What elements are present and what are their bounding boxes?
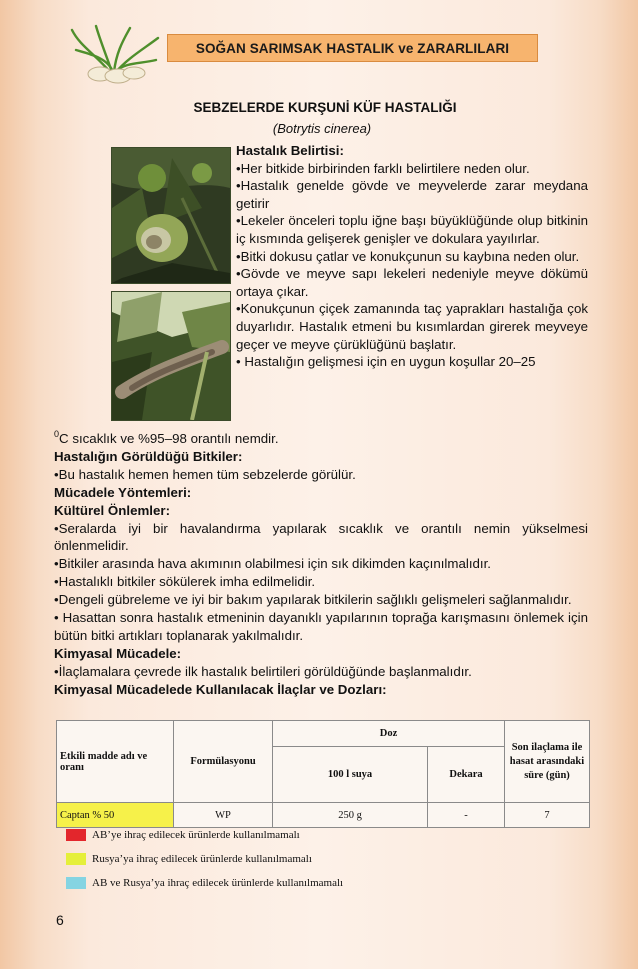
cultural-item: • Hasattan sonra hastalık etmeninin dayanıklı yapılarının toprağa karışmasını önlemek için bütün bitki artıkları toplanarak yakılmalıdır. bbox=[54, 610, 588, 643]
cultural-item: •Hastalıklı bitkiler sökülerek imha edilmelidir. bbox=[54, 574, 316, 590]
symptom-item: •Her bitkide birbirinden farklı belirtilere neden olur. bbox=[236, 160, 530, 176]
legend-item-russia bbox=[66, 853, 312, 865]
hosts-heading: Hastalığın Görüldüğü Bitkiler: bbox=[54, 448, 243, 464]
latin-name: (Botrytis cinerea) bbox=[272, 121, 372, 136]
legend-swatch-yellow bbox=[66, 853, 86, 865]
col-dose-decare: Dekara bbox=[428, 747, 505, 803]
cell-interval: 7 bbox=[505, 803, 590, 828]
main-text bbox=[54, 430, 588, 699]
symptom-item: •Lekeler önceleri toplu iğne başı büyüklüğünde olup bitkinin iç kısmında gelişerek genişler ve dokulara yayılırlar. bbox=[236, 213, 588, 246]
legend-text: AB ve Rusya’ya ihraç edilecek ürünlerde kullanılmamalı bbox=[92, 877, 344, 889]
symptom-continuation bbox=[54, 430, 588, 448]
legend-swatch-red bbox=[66, 829, 86, 841]
pesticide-table bbox=[56, 720, 590, 828]
symptom-item: • Hastalığın gelişmesi için en uygun koşullar 20–25 bbox=[236, 354, 536, 370]
degree-superscript: 0 bbox=[54, 429, 60, 439]
chemical-item: •İlaçlamalara çevrede ilk hastalık belirtileri görüldüğünde başlanmalıdır. bbox=[54, 663, 472, 679]
col-active-ingredient: Etkili madde adı ve oranı bbox=[57, 721, 174, 803]
page-number: 6 bbox=[56, 912, 64, 928]
cultural-item: •Seralarda iyi bir havalandırma yapılarak sıcaklık ve orantılı nemin yükselmesi önlenmelidir. bbox=[54, 520, 588, 554]
stem-lesion-photo bbox=[111, 291, 231, 421]
cell-dose-100l: 250 g bbox=[273, 803, 428, 828]
col-formulation: Formülasyonu bbox=[174, 721, 273, 803]
col-dose: Doz bbox=[273, 721, 505, 747]
col-preharvest-interval: Son ilaçlama ile hasat arasındaki süre (gün) bbox=[505, 721, 590, 803]
col-dose-100l: 100 l suya bbox=[273, 747, 428, 803]
symptom-item: •Konukçunun çiçek zamanında taç yaprakları hastalığa çok duyarlıdır. Hastalık etmeni bu kısımlardan girerek meyveye geçer ve meyve çürüklüğünü başlatır. bbox=[236, 301, 588, 352]
cell-decare: - bbox=[428, 803, 505, 828]
cultural-item: •Bitkiler arasında hava akımının olabilmesi için sık dikimden kaçınılmalıdır. bbox=[54, 556, 491, 572]
legend-text: Rusya’ya ihraç edilecek ürünlerde kullanılmamalı bbox=[92, 853, 312, 865]
onion-illustration bbox=[70, 24, 160, 84]
symptoms-section bbox=[236, 142, 588, 371]
legend-swatch-cyan bbox=[66, 877, 86, 889]
legend-text: AB’ye ihraç edilecek ürünlerde kullanılmamalı bbox=[92, 829, 300, 841]
symptom-item: •Gövde ve meyve sapı lekeleri nedeniyle meyve dökümü ortaya çıkar. bbox=[236, 266, 588, 299]
cultural-item: •Dengeli gübreleme ve iyi bir bakım yapılarak bitkilerin sağlıklı gelişmeleri sağlanmalıdır. bbox=[54, 592, 572, 608]
cell-formulation: WP bbox=[174, 803, 273, 828]
control-heading: Mücadele Yöntemleri: bbox=[54, 484, 192, 500]
symptom-item: •Bitki dokusu çatlar ve konukçunun su kaybına neden olur. bbox=[236, 248, 580, 264]
symptom-continuation-text: C sıcaklık ve %95–98 orantılı nemdir. bbox=[59, 431, 279, 446]
cell-active: Captan % 50 bbox=[57, 803, 174, 828]
symptom-item: •Hastalık genelde gövde ve meyvelerde zarar meydana getirir bbox=[236, 178, 588, 211]
legend-item-eu-russia bbox=[66, 877, 343, 889]
chemical-heading: Kimyasal Mücadele: bbox=[54, 645, 182, 661]
table-row bbox=[57, 803, 590, 828]
symptoms-heading: Hastalık Belirtisi: bbox=[236, 143, 344, 158]
table-heading: Kimyasal Mücadelede Kullanılacak İlaçlar ve Dozları: bbox=[54, 681, 387, 697]
article-title: SEBZELERDE KURŞUNİ KÜF HASTALIĞI bbox=[193, 100, 457, 115]
running-header-title: SOĞAN SARIMSAK HASTALIK ve ZARARLILARI bbox=[195, 40, 510, 56]
legend-item-eu bbox=[66, 829, 300, 841]
host-item: •Bu hastalık hemen hemen tüm sebzelerde görülür. bbox=[54, 466, 356, 482]
running-header bbox=[167, 34, 538, 62]
tomato-lesion-photo bbox=[111, 147, 231, 284]
cultural-heading: Kültürel Önlemler: bbox=[54, 502, 170, 518]
